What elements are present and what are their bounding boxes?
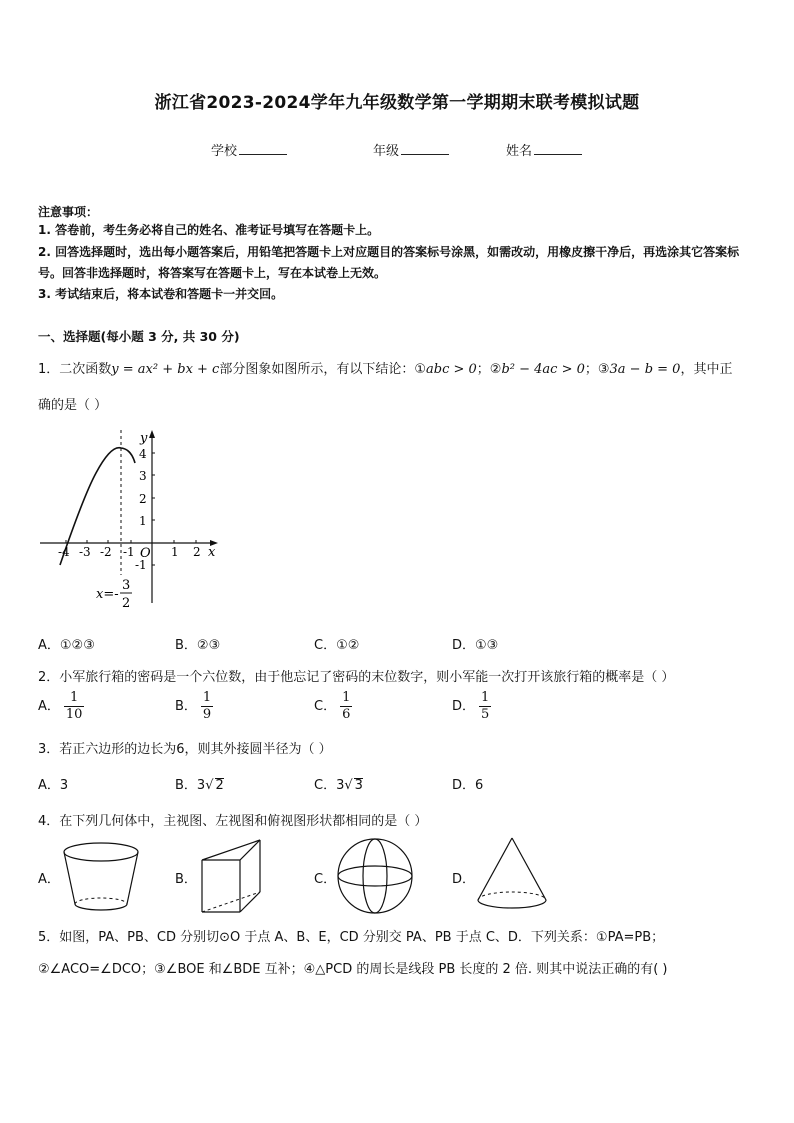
denominator: 5 (481, 707, 490, 722)
x-tick-label: -2 (100, 545, 112, 559)
name-field (506, 140, 582, 159)
numerator: 1 (481, 690, 490, 705)
numerator: 1 (342, 690, 351, 705)
sqrt-icon: √ (205, 778, 214, 793)
q3-option-a (38, 774, 68, 793)
q1-line-2: 确的是（ ） (38, 398, 108, 413)
parabola-graph (36, 425, 226, 615)
q1-sep-2: ；③ (584, 362, 610, 377)
q4-option-d-label: D． (452, 872, 476, 887)
q1-sep-1: ；② (476, 362, 502, 377)
option-label: D． (452, 699, 476, 714)
q2-option-d (452, 690, 491, 723)
q1-number: 1． (38, 362, 60, 377)
fraction (479, 690, 491, 723)
y-tick-label: 2 (139, 492, 147, 506)
option-label: B． (175, 778, 197, 793)
y-axis-arrow (149, 430, 155, 438)
q2-option-c (314, 690, 352, 723)
option-value: 3 (59, 778, 69, 793)
q1-option-c: C．①② (314, 638, 360, 653)
page-title: 浙江省2023-2024学年九年级数学第一学期期末联考模拟试题 (154, 93, 640, 113)
radicand: 3 (354, 778, 363, 793)
y-axis-label: y (140, 431, 148, 446)
school-blank (239, 142, 287, 155)
q1-text-a: 二次函数 (59, 362, 112, 377)
numerator: 1 (64, 690, 85, 707)
q1-conclusion-2: b² − 4ac > 0 (501, 362, 585, 377)
question-1 (38, 358, 732, 377)
q1-conclusion-3: 3a − b = 0 (609, 362, 681, 377)
x-tick-label: -1 (123, 545, 135, 559)
section-heading: 一、选择题(每小题 3 分, 共 30 分) (38, 329, 240, 344)
sqrt-icon: √ (344, 778, 353, 793)
x-tick-label: 2 (193, 545, 201, 559)
option-label: C． (314, 699, 337, 714)
q1-text-c: ，其中正 (680, 362, 733, 377)
fraction (340, 690, 352, 723)
q3-option-c (314, 774, 363, 793)
symmetry-frac-den: 2 (122, 596, 131, 611)
radicand: 2 (215, 778, 224, 793)
fraction (201, 690, 213, 723)
note-item: 2. 回答选择题时，选出每小题答案后，用铅笔把答题卡上对应题目的答案标号涂黑，如需改动，用橡皮擦干净后，再选涂其它答案标号。回答非选择题时，将答案写在答题卡上，写在本试卷上无效。 (38, 245, 740, 280)
grade-blank (401, 142, 449, 155)
q4-option-a-label: A． (38, 872, 60, 887)
q1-formula: y = ax² + bx + c (111, 362, 220, 377)
x-tick-label: 1 (171, 545, 179, 559)
name-label: 姓名 (506, 144, 533, 159)
option-label: A． (38, 699, 60, 714)
y-tick-label: 3 (139, 469, 147, 483)
grade-field (373, 140, 449, 159)
note-item: 1. 答卷前，考生务必将自己的姓名、准考证号填写在答题卡上。 (38, 223, 380, 237)
q1-option-a: A．①②③ (38, 638, 95, 653)
q1-option-b: B．②③ (175, 638, 221, 653)
x-tick-label: -4 (58, 545, 70, 559)
option-value: 6 (475, 778, 484, 793)
fraction (64, 690, 85, 723)
q3-option-b (175, 774, 224, 793)
option-label: D． (452, 778, 476, 793)
question-5-line-1: 5．如图，PA、PB、CD 分别切⊙O 于点 A、B、E，CD 分别交 PA、PB 于点 C、D．下列关系：①PA=PB； (38, 930, 665, 945)
q1-option-d: D．①③ (452, 638, 499, 653)
question-4: 4．在下列几何体中，主视图、左视图和俯视图形状都相同的是（ ） (38, 814, 428, 829)
frustum-icon (60, 838, 142, 914)
q2-option-a (38, 690, 84, 723)
option-value: 3 (196, 778, 206, 793)
sphere-icon (336, 836, 414, 916)
denominator: 10 (65, 707, 83, 722)
x-axis-label: x (208, 545, 216, 560)
q1-conclusion-1: abc > 0 (426, 362, 477, 377)
y-tick-label: 1 (139, 514, 147, 528)
symmetry-frac-num: 3 (122, 578, 131, 593)
note-item: 3. 考试结束后，将本试卷和答题卡一并交回。 (38, 287, 284, 301)
y-tick-label: -1 (135, 558, 147, 572)
option-label: C． (314, 778, 337, 793)
x-tick-label: -3 (79, 545, 91, 559)
question-2: 2．小军旅行箱的密码是一个六位数，由于他忘记了密码的末位数字，则小军能一次打开该旅行箱的概率是（ ） (38, 670, 675, 685)
option-label: A． (38, 778, 60, 793)
question-3: 3．若正六边形的边长为6，则其外接圆半径为（ ） (38, 742, 332, 757)
option-value: 3 (336, 778, 345, 793)
q4-option-c-label: C． (314, 872, 337, 887)
school-label: 学校 (211, 144, 238, 159)
option-label: B． (175, 699, 197, 714)
triangular-prism-icon (196, 836, 268, 918)
q4-option-b-label: B． (175, 872, 197, 887)
y-tick-label: 4 (139, 447, 147, 461)
cone-icon (474, 834, 550, 914)
origin-label: O (140, 546, 151, 561)
q1-text-b: 部分图象如图所示，有以下结论：① (219, 362, 426, 377)
q3-option-d (452, 774, 483, 793)
question-5-line-2: ②∠ACO=∠DCO；③∠BOE 和∠BDE 互补；④△PCD 的周长是线段 PB 长度的 2 倍. 则其中说法正确的有( ) (38, 962, 668, 977)
school-field (211, 140, 287, 159)
denominator: 9 (202, 707, 212, 722)
symmetry-label: x=- (96, 587, 119, 602)
numerator: 1 (202, 690, 212, 705)
name-blank (534, 142, 582, 155)
notes-heading: 注意事项： (38, 205, 99, 219)
denominator: 6 (342, 707, 351, 722)
grade-label: 年级 (373, 144, 400, 159)
q2-option-b (175, 690, 213, 723)
